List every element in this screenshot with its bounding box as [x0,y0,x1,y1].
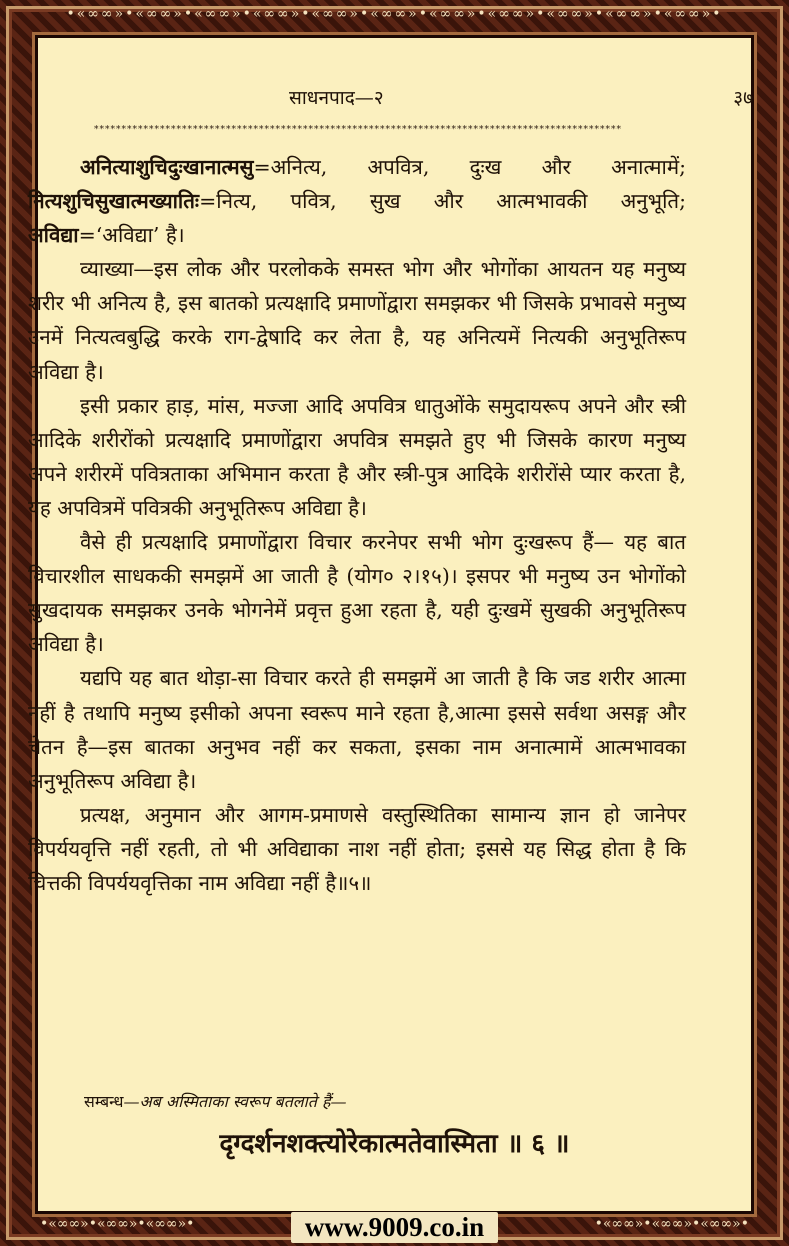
page-header [80,84,753,114]
bottom-ornament: •«∞∞»•«∞∞»•«∞∞»• •«∞∞»•«∞∞»•«∞∞»• [40,1216,749,1232]
paragraph-4: वैसे ही प्रत्यक्षादि प्रमाणोंद्वारा विचार करनेपर सभी भोग दुःखरूप हैं— यह बात विचारशील साधककी समझमें आ जाती है (योग० २।१५)। इसपर भी मनुष्य उन भोगोंको सुखदायक समझकर उनके भोगनेमें प्रवृत्त हुआ रहता है, यही दुःखमें सुखकी अनुभूतिरूप अविद्या है। [28,530,686,657]
word-meanings [28,150,686,252]
meaning-2: =नित्य, पवित्र, सुख और आत्मभावकी अनुभूति; [199,189,686,214]
paragraph-vyakhya [28,252,686,388]
page-content [28,150,686,900]
term-1: अनित्याशुचिदुःखानात्मसु [80,155,254,179]
meaning-1: =अनित्य, अपवित्र, दुःख और अनात्मामें; [253,155,686,179]
top-ornament: •«∞∞»•«∞∞»•«∞∞»•«∞∞»•«∞∞»•«∞∞»•«∞∞»•«∞∞»•«∞∞»•«∞∞»•«∞∞»• [66,6,723,22]
term-3: अविद्या [28,223,79,248]
relation-line [84,1090,347,1112]
footer [0,1210,789,1244]
paragraph-3: इसी प्रकार हाड़, मांस, मज्जा आदि अपवित्र धातुओंके समुदायरूप अपने और स्त्री आदिके शरीरोंको प्रत्यक्षादि प्रमाणोंद्वारा अपवित्र समझते हुए भी जिसके कारण मनुष्य अपने शरीरमें पवित्रताका अभिमान करता है और स्त्री-पुत्र आदिके शरीरोंसे प्यार करता है, यह अपवित्रमें पवित्रकी अनुभूतिरूप अविद्या है। [28,393,686,520]
vyakhya-label: व्याख्या [80,257,134,282]
chapter-title: साधनपाद—२ [289,87,384,109]
meaning-3: =‘अविद्या’ है। [78,223,185,248]
sutra-heading: दृग्दर्शनशक्त्योरेकात्मतेवास्मिता ॥ ६ ॥ [219,1129,570,1159]
vyakhya-text: —इस लोक और परलोकके समस्त भोग और भोगोंका आयतन यह मनुष्य शरीर भी अनित्य है, इस बातको प्रत्यक्षादि प्रमाणोंद्वारा समझकर भी जिसके प्रभावसे मनुष्य उनमें नित्यत्वबुद्धि करके राग-द्वेषादि कर लेता है, यह अनित्यमें नित्यकी अनुभूतिरूप अविद्या है। [28,257,686,384]
page-number: ३७ [733,87,753,109]
paragraph-5: यद्यपि यह बात थोड़ा-सा विचार करते ही समझमें आ जाती है कि जड शरीर आत्मा नहीं है तथापि मनुष्य इसीको अपना स्वरूप माने रहता है,आत्मा इससे सर्वथा असङ्ग और चेतन है—इस बातका अनुभव नहीं कर सकता, इसका नाम अनात्मामें आत्मभावका अनुभूतिरूप अविद्या है। [28,666,686,793]
website-link[interactable]: www.9009.co.in [291,1212,498,1243]
star-divider: ************************************************************************************************ [94,125,622,135]
term-2: नित्यशुचिसुखात्मख्यातिः [28,189,200,214]
relation-label: सम्बन्ध [84,1092,124,1111]
paragraph-6: प्रत्यक्ष, अनुमान और आगम-प्रमाणसे वस्तुस्थितिका सामान्य ज्ञान हो जानेपर विपर्ययवृत्ति नहीं रहती, तो भी अविद्याका नाश नहीं होता; इससे यह सिद्ध होता है कि चित्तकी विपर्ययवृत्तिका नाम अविद्या नहीं है॥५॥ [28,802,686,895]
relation-text: —अब अस्मिताका स्वरूप बतलाते हैं— [123,1092,347,1111]
